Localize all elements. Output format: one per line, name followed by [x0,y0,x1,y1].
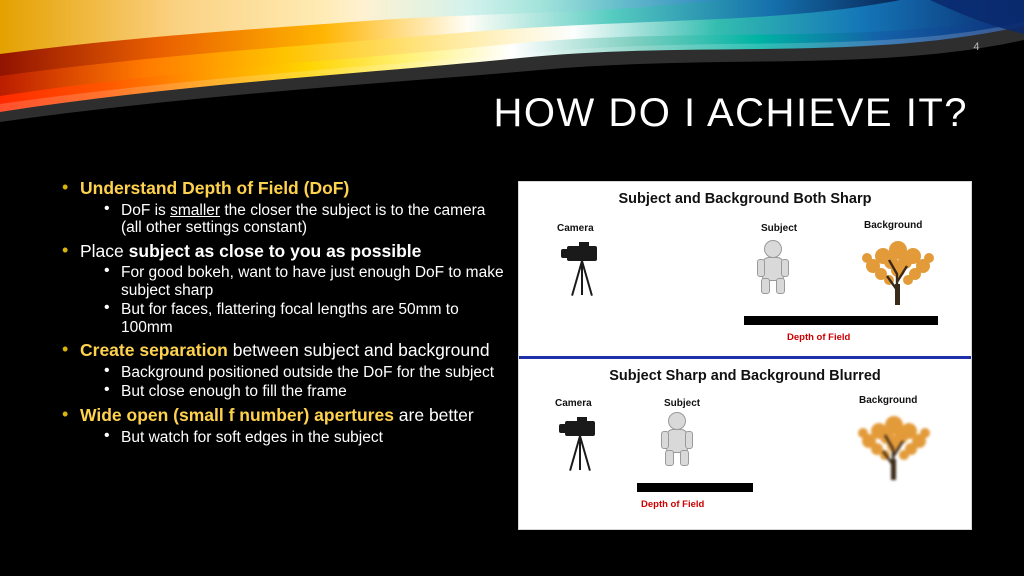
sub-bullet-prefix: DoF is [121,201,171,219]
bullet-list-level2 [80,429,508,447]
background-tree-icon [853,234,943,306]
bullet-accent: Understand Depth of Field (DoF) [80,178,350,198]
depth-of-field-bar [744,316,938,325]
bullet-text [80,178,508,200]
subject-figure [662,412,692,466]
panel-title: Subject Sharp and Background Blurred [609,368,881,384]
bullet-suffix: are better [393,404,474,425]
list-item [58,340,508,401]
depth-of-field-label: Depth of Field [787,332,851,343]
bullet-list-level1 [58,178,508,446]
background-label: Background [859,395,918,406]
list-item: • Background positioned outside the DoF for the subject [102,364,508,382]
camera-icon [561,246,605,298]
list-item [102,202,508,237]
depth-of-field-bar [637,483,753,492]
bullet-list-level2 [80,364,508,401]
sub-bullet-suffix: the closer the subject is to the camera (all other settings constant) [121,201,486,237]
list-item [58,178,508,237]
sub-bullet-underline: smaller [170,201,221,219]
bullet-prefix: Place [80,240,129,261]
panel-title: Subject and Background Both Sharp [618,191,872,207]
bullet-accent: Create separation [80,340,228,361]
camera-label: Camera [557,223,594,234]
bullet-accent: Wide open (small f number) apertures [80,404,394,425]
bullet-text [80,405,508,427]
subject-label: Subject [664,398,701,409]
bullet-text [80,340,508,362]
slide-number: 4 [973,41,980,53]
list-item: • For good bokeh, want to have just enough DoF to make subject sharp [102,264,508,299]
diagram-panel-top [519,182,971,356]
background-tree-icon-blurred [849,409,939,481]
list-item [58,241,508,337]
diagram-panel-bottom [519,359,971,533]
camera-icon [559,421,603,473]
list-item: • But for faces, flattering focal lengths are 50mm to 100mm [102,301,508,336]
bullet-suffix: between subject and background [227,340,490,361]
subject-label: Subject [761,223,798,234]
bullet-list-level2 [80,202,508,237]
subject-figure [758,240,788,294]
camera-label: Camera [555,398,592,409]
list-item [58,405,508,446]
depth-of-field-diagram [518,181,972,530]
list-item: • But close enough to fill the frame [102,383,508,401]
bullet-text [80,241,508,263]
bullet-accent: subject as close to you as possible [128,240,422,261]
bullet-list-level2 [80,264,508,336]
depth-of-field-label: Depth of Field [641,499,705,510]
bullet-list-container [58,178,508,450]
background-label: Background [864,220,923,231]
list-item: • But watch for soft edges in the subject [102,429,508,447]
page-title: HOW DO I ACHIEVE IT? [493,91,968,135]
